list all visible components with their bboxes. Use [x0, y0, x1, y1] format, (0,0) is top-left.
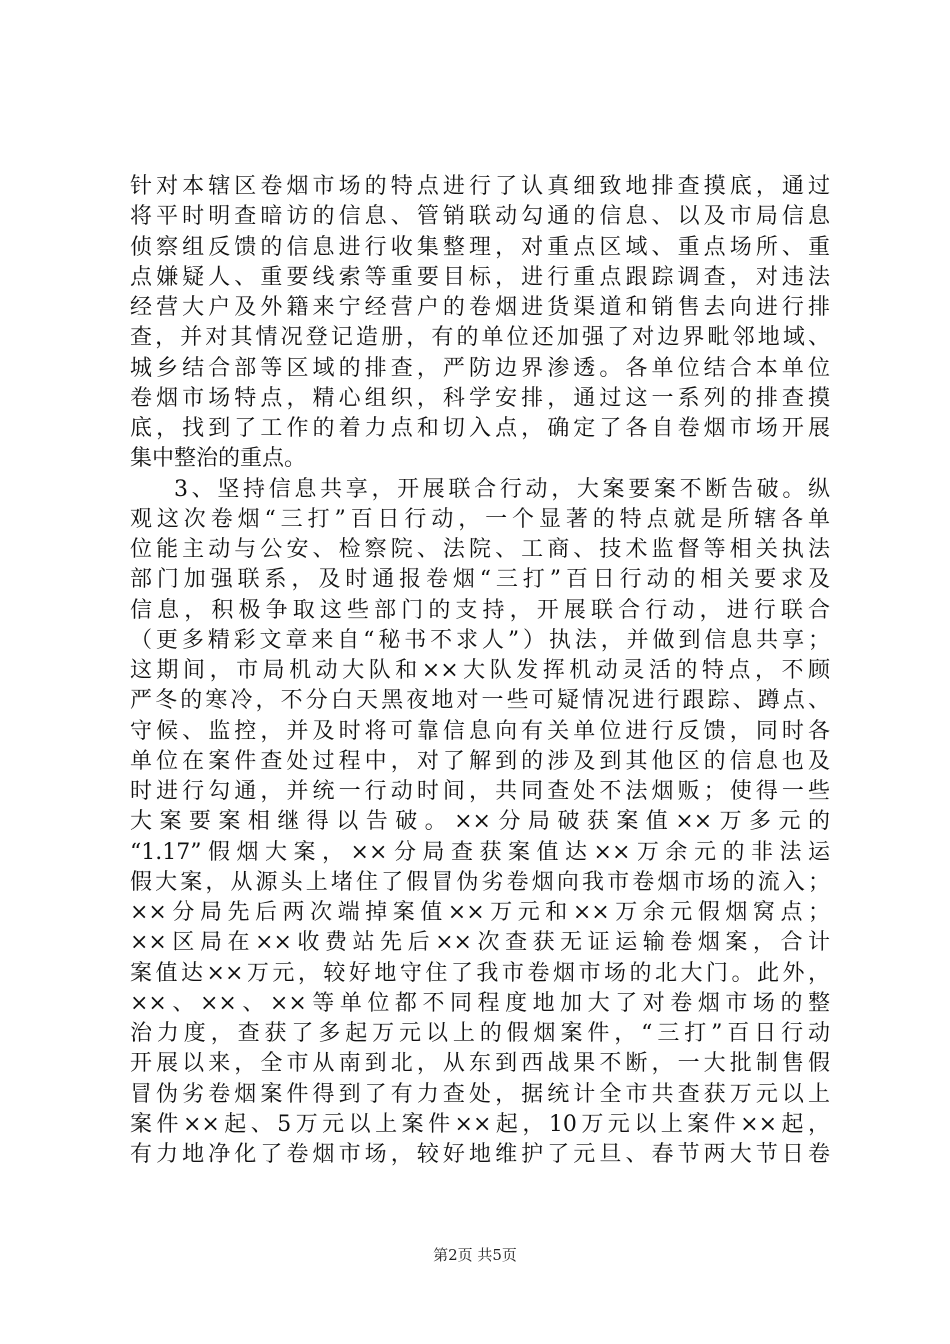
page-number-label: 第2页 共5页	[433, 1246, 517, 1264]
text-line: 卷烟市场特点，精心组织，科学安排，通过这一系列的排查摸	[130, 385, 830, 411]
text-line: ××、××、××等单位都不同程度地加大了对卷烟市场的整	[130, 990, 830, 1016]
text-line: 查，并对其情况登记造册，有的单位还加强了对边界毗邻地域、	[130, 325, 830, 351]
text-line: 开展以来，全市从南到北，从东到西战果不断，一大批制售假	[130, 1051, 830, 1077]
text-line: 信息，积极争取这些部门的支持，开展联合行动，进行联合	[130, 597, 830, 623]
text-line: 大案要案相继得以告破。××分局破获案值××万多元的	[130, 809, 830, 835]
section-heading-line: 3、坚持信息共享，开展联合行动，大案要案不断告破。纵	[174, 476, 830, 502]
page-footer	[0, 1244, 950, 1265]
text-line: 侦察组反馈的信息进行收集整理，对重点区域、重点场所、重	[130, 234, 830, 260]
text-line: 底，找到了工作的着力点和切入点，确定了各自卷烟市场开展	[130, 416, 830, 441]
text-line: 针对本辖区卷烟市场的特点进行了认真细致地排查摸底，通过	[130, 174, 830, 199]
body-text	[130, 172, 830, 1170]
text-line: 治力度，查获了多起万元以上的假烟案件，“三打”百日行动	[130, 1021, 830, 1046]
text-line: 经营大户及外籍来宁经营户的卷烟进货渠道和销售去向进行排	[130, 295, 830, 320]
text-line: 守候、监控，并及时将可靠信息向有关单位进行反馈，同时各	[130, 718, 830, 744]
text-line: 有力地净化了卷烟市场，较好地维护了元旦、春节两大节日卷	[130, 1142, 830, 1167]
text-line: 部门加强联系，及时通报卷烟“三打”百日行动的相关要求及	[130, 567, 830, 593]
text-line: 这期间，市局机动大队和××大队发挥机动灵活的特点，不顾	[130, 658, 830, 683]
text-line: ××分局先后两次端掉案值××万元和××万余元假烟窝点；	[130, 900, 830, 925]
text-line: 假大案，从源头上堵住了假冒伪劣卷烟向我市卷烟市场的流入；	[130, 869, 830, 895]
text-line: ××区局在××收费站先后××次查获无证运输卷烟案，合计	[130, 930, 830, 956]
text-line: 观这次卷烟“三打”百日行动，一个显著的特点就是所辖各单	[130, 506, 830, 532]
text-line: “1.17”假烟大案，××分局查获案值达××万余元的非法运	[130, 839, 830, 865]
text-line: （更多精彩文章来自“秘书不求人”）执法，并做到信息共享；	[130, 627, 830, 653]
text-line: 点嫌疑人、重要线索等重要目标，进行重点跟踪调查，对违法	[130, 264, 830, 290]
text-line: 单位在案件查处过程中，对了解到的涉及到其他区的信息也及	[130, 748, 830, 774]
text-line: 城乡结合部等区域的排查，严防边界渗透。各单位结合本单位	[130, 355, 830, 381]
text-line: 位能主动与公安、检察院、法院、工商、技术监督等相关执法	[130, 537, 830, 562]
text-line: 时进行勾通，并统一行动时间，共同查处不法烟贩；使得一些	[130, 779, 830, 804]
text-line: 案件××起、5万元以上案件××起，10万元以上案件××起，	[130, 1111, 830, 1137]
text-line: 严冬的寒冷，不分白天黑夜地对一些可疑情况进行跟踪、蹲点、	[130, 688, 830, 714]
text-line: 冒伪劣卷烟案件得到了有力查处，据统计全市共查获万元以上	[130, 1081, 830, 1107]
text-line: 案值达××万元，较好地守住了我市卷烟市场的北大门。此外，	[130, 960, 830, 986]
text-line: 集中整治的重点。	[130, 446, 307, 472]
text-line: 将平时明查暗访的信息、管销联动勾通的信息、以及市局信息	[130, 204, 830, 230]
